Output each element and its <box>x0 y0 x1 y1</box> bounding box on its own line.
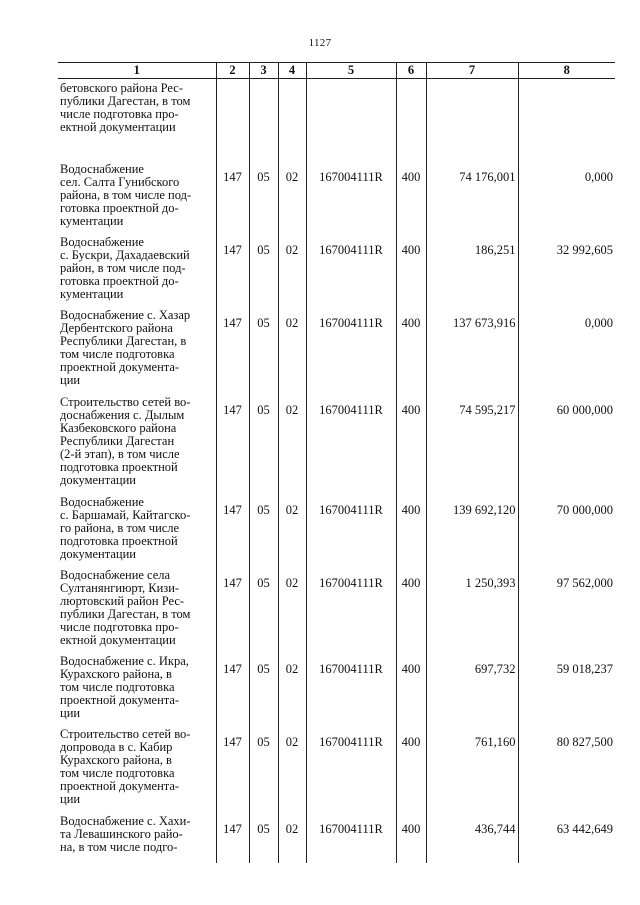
section-code-cell: 05 <box>249 394 278 494</box>
amount-col8-cell: 70 000,000 <box>518 494 615 567</box>
amount-col8-cell: 59 018,237 <box>518 653 615 726</box>
chapter-code-cell: 147 <box>216 494 249 567</box>
row-name-cell: Водоснабжение с. Икра, Курахского района, в том числе подготовка проектной документа- ции <box>60 653 189 720</box>
expense-type-cell: 400 <box>396 234 426 307</box>
target-article-cell: 167004111R <box>306 567 396 653</box>
row-name-cell: Водоснабжение сел. Салта Гунибского района, в том числе под- готовка проектной до- кументации <box>60 161 192 228</box>
section-code-cell: 05 <box>249 234 278 307</box>
column-header: 1 <box>58 63 216 79</box>
column-header: 5 <box>306 63 396 79</box>
expense-type-cell: 400 <box>396 394 426 494</box>
subsection-code-cell: 02 <box>278 653 306 726</box>
target-article-cell: 167004111R <box>306 494 396 567</box>
amount-col8-cell: 32 992,605 <box>518 234 615 307</box>
amount-col7-cell: 74 176,001 <box>426 161 518 234</box>
amount-col7-cell: 761,160 <box>426 726 518 813</box>
table-row <box>58 307 615 394</box>
expense-type-cell: 400 <box>396 567 426 653</box>
chapter-code-cell: 147 <box>216 813 249 863</box>
amount-col7-cell: 1 250,393 <box>426 567 518 653</box>
row-name-cell: Строительство сетей во- допровода в с. Кабир Курахского района, в том числе подготовка проектной документа- ции <box>60 726 191 806</box>
chapter-code-cell: 147 <box>216 653 249 726</box>
section-code-cell: 05 <box>249 567 278 653</box>
subsection-code-cell: 02 <box>278 307 306 394</box>
expense-type-cell: 400 <box>396 653 426 726</box>
chapter-code-cell <box>216 79 249 161</box>
expense-type-cell: 400 <box>396 161 426 234</box>
column-header: 7 <box>426 63 518 79</box>
target-article-cell: 167004111R <box>306 307 396 394</box>
row-name-cell: Водоснабжение с. Баршамай, Кайтагско- го района, в том числе подготовка проектной документации <box>60 494 191 561</box>
amount-col7-cell: 74 595,217 <box>426 394 518 494</box>
subsection-code-cell: 02 <box>278 394 306 494</box>
table-header-row <box>58 63 615 79</box>
expense-type-cell <box>396 79 426 161</box>
section-code-cell: 05 <box>249 726 278 813</box>
column-header: 6 <box>396 63 426 79</box>
column-header: 8 <box>518 63 615 79</box>
row-name-cell: Водоснабжение с. Бускри, Дахадаевский район, в том числе под- готовка проектной до- кументации <box>60 234 190 301</box>
table-row <box>58 813 615 863</box>
amount-col7-cell: 436,744 <box>426 813 518 863</box>
section-code-cell <box>249 79 278 161</box>
amount-col7-cell <box>426 79 518 161</box>
table-row <box>58 161 615 234</box>
amount-col8-cell: 63 442,649 <box>518 813 615 863</box>
section-code-cell: 05 <box>249 307 278 394</box>
target-article-cell: 167004111R <box>306 394 396 494</box>
section-code-cell: 05 <box>249 653 278 726</box>
chapter-code-cell: 147 <box>216 567 249 653</box>
row-name-cell: Водоснабжение с. Хазар Дербентского района Республики Дагестан, в том числе подготовка проектной документа- ции <box>60 307 191 387</box>
subsection-code-cell: 02 <box>278 161 306 234</box>
chapter-code-cell: 147 <box>216 234 249 307</box>
expense-type-cell: 400 <box>396 494 426 567</box>
subsection-code-cell <box>278 79 306 161</box>
chapter-code-cell: 147 <box>216 726 249 813</box>
subsection-code-cell: 02 <box>278 813 306 863</box>
budget-table <box>58 62 615 863</box>
amount-col8-cell: 0,000 <box>518 161 615 234</box>
column-header: 4 <box>278 63 306 79</box>
column-header: 3 <box>249 63 278 79</box>
table-row <box>58 494 615 567</box>
amount-col8-cell <box>518 79 615 161</box>
chapter-code-cell: 147 <box>216 394 249 494</box>
subsection-code-cell: 02 <box>278 567 306 653</box>
amount-col7-cell: 139 692,120 <box>426 494 518 567</box>
row-name-cell: бетовского района Рес- публики Дагестан, в том числе подготовка про- ектной документации <box>60 81 191 134</box>
target-article-cell: 167004111R <box>306 813 396 863</box>
expense-type-cell: 400 <box>396 307 426 394</box>
target-article-cell: 167004111R <box>306 161 396 234</box>
amount-col7-cell: 186,251 <box>426 234 518 307</box>
subsection-code-cell: 02 <box>278 726 306 813</box>
row-name-cell: Водоснабжение села Султанянгиюрт, Кизи- люртовский район Рес- публики Дагестан, в том числе подготовка про- ектной документации <box>60 567 191 647</box>
amount-col8-cell: 60 000,000 <box>518 394 615 494</box>
amount-col7-cell: 697,732 <box>426 653 518 726</box>
target-article-cell: 167004111R <box>306 653 396 726</box>
page-number: 1127 <box>308 37 332 49</box>
chapter-code-cell: 147 <box>216 161 249 234</box>
amount-col8-cell: 80 827,500 <box>518 726 615 813</box>
expense-type-cell: 400 <box>396 726 426 813</box>
subsection-code-cell: 02 <box>278 234 306 307</box>
column-header: 2 <box>216 63 249 79</box>
table-row <box>58 234 615 307</box>
target-article-cell: 167004111R <box>306 234 396 307</box>
row-name-cell: Строительство сетей во- доснабжения с. Дылым Казбековского района Республики Дагестан (2-й этап), в том числе подготовка проектной документации <box>60 394 191 487</box>
table-row <box>58 567 615 653</box>
table-row <box>58 79 615 161</box>
expense-type-cell: 400 <box>396 813 426 863</box>
subsection-code-cell: 02 <box>278 494 306 567</box>
target-article-cell: 167004111R <box>306 726 396 813</box>
row-name-cell: Водоснабжение с. Хахи- та Левашинского райо- на, в том числе подго- <box>60 813 191 854</box>
table-row <box>58 726 615 813</box>
section-code-cell: 05 <box>249 161 278 234</box>
amount-col7-cell: 137 673,916 <box>426 307 518 394</box>
chapter-code-cell: 147 <box>216 307 249 394</box>
table-row <box>58 653 615 726</box>
section-code-cell: 05 <box>249 813 278 863</box>
amount-col8-cell: 0,000 <box>518 307 615 394</box>
target-article-cell <box>306 79 396 161</box>
section-code-cell: 05 <box>249 494 278 567</box>
amount-col8-cell: 97 562,000 <box>518 567 615 653</box>
table-row <box>58 394 615 494</box>
